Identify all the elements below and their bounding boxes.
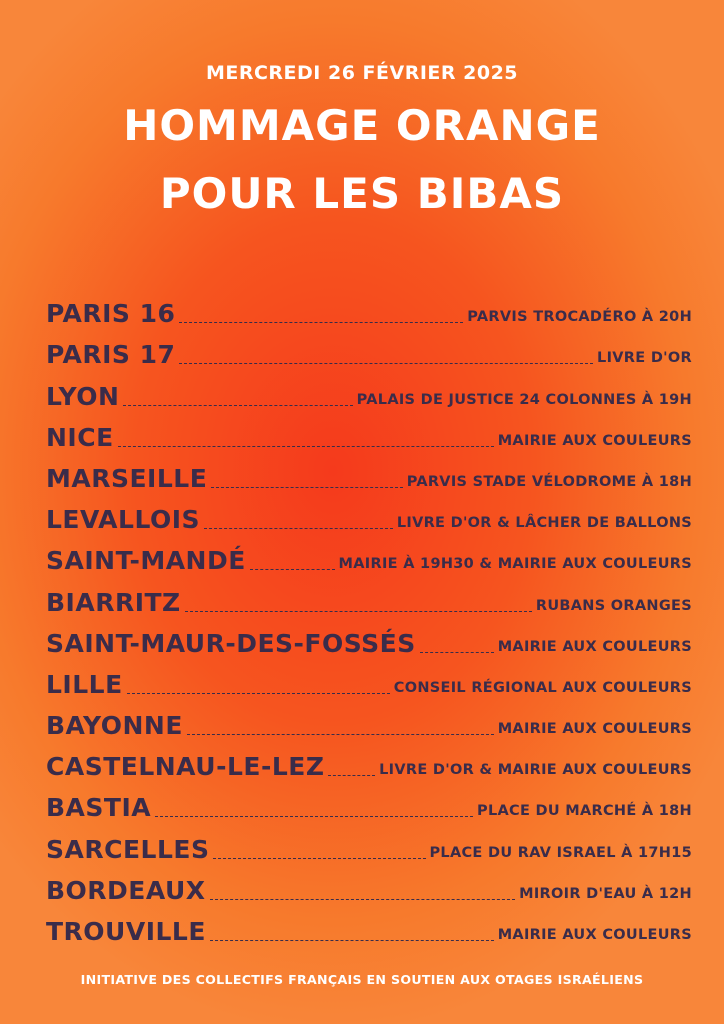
list-item xyxy=(46,865,692,906)
list-item xyxy=(46,370,692,411)
city-name: LEVALLOIS xyxy=(46,505,201,535)
dotted-leader xyxy=(204,528,393,529)
event-description: LIVRE D'OR & LÂCHER DE BALLONS xyxy=(396,515,692,532)
dotted-leader xyxy=(123,405,352,406)
event-description: PARVIS TROCADÉRO À 20H xyxy=(467,309,692,326)
event-description: PLACE DU RAV ISRAEL À 17H15 xyxy=(429,844,692,861)
city-name: LYON xyxy=(46,381,120,411)
event-description: MIROIR D'EAU À 12H xyxy=(519,885,692,902)
event-description: PARVIS STADE VÉLODROME À 18H xyxy=(406,473,692,490)
dotted-leader xyxy=(185,611,532,612)
dotted-leader xyxy=(118,446,494,447)
event-description: PLACE DU MARCHÉ À 18H xyxy=(477,803,692,820)
city-name: SARCELLES xyxy=(46,834,210,864)
event-description: MAIRIE AUX COULEURS xyxy=(497,721,692,738)
dotted-leader xyxy=(210,899,516,900)
list-item xyxy=(46,906,692,947)
list-item xyxy=(46,494,692,535)
event-description: LIVRE D'OR & MAIRIE AUX COULEURS xyxy=(379,762,692,779)
city-name: SAINT-MAUR-DES-FOSSÉS xyxy=(46,628,416,658)
dotted-leader xyxy=(187,734,494,735)
dotted-leader xyxy=(179,322,463,323)
list-item xyxy=(46,535,692,576)
dotted-leader xyxy=(155,816,473,817)
city-name: SAINT-MANDÉ xyxy=(46,546,246,576)
city-name: LILLE xyxy=(46,669,123,699)
city-name: PARIS 17 xyxy=(46,340,176,370)
event-description: RUBANS ORANGES xyxy=(535,597,692,614)
list-item xyxy=(46,823,692,864)
city-name: CASTELNAU-LE-LEZ xyxy=(46,752,325,782)
footer-text: INITIATIVE DES COLLECTIFS FRANÇAIS EN SOUTIEN AUX OTAGES ISRAÉLIENS xyxy=(80,972,644,987)
dotted-leader xyxy=(211,487,402,488)
city-name: MARSEILLE xyxy=(46,463,208,493)
event-description: CONSEIL RÉGIONAL AUX COULEURS xyxy=(393,679,692,696)
list-item xyxy=(46,576,692,617)
city-name: BAYONNE xyxy=(46,711,183,741)
city-name: TROUVILLE xyxy=(46,917,206,946)
city-name: BASTIA xyxy=(46,793,152,823)
list-item xyxy=(46,659,692,700)
event-list xyxy=(46,288,692,947)
event-description: LIVRE D'OR xyxy=(597,350,692,367)
dotted-leader xyxy=(179,363,593,364)
city-name: BIARRITZ xyxy=(46,587,181,617)
event-description: MAIRIE À 19H30 & MAIRIE AUX COULEURS xyxy=(338,556,692,573)
list-item xyxy=(46,288,692,329)
event-date: MERCREDI 26 FÉVRIER 2025 xyxy=(205,62,519,84)
dotted-leader xyxy=(250,569,335,570)
dotted-leader xyxy=(127,693,390,694)
dotted-leader xyxy=(420,652,494,653)
event-description: MAIRIE AUX COULEURS xyxy=(497,638,692,655)
city-name: NICE xyxy=(46,422,114,452)
list-item xyxy=(46,782,692,823)
title-line-1: HOMMAGE ORANGE xyxy=(123,101,601,150)
event-description: MAIRIE AUX COULEURS xyxy=(497,432,692,449)
list-item xyxy=(46,700,692,741)
list-item xyxy=(46,453,692,494)
dotted-leader xyxy=(210,940,494,941)
city-name: BORDEAUX xyxy=(46,875,206,905)
dotted-leader xyxy=(213,858,425,859)
city-name: PARIS 16 xyxy=(46,299,176,329)
event-description: MAIRIE AUX COULEURS xyxy=(497,927,692,943)
event-description: PALAIS DE JUSTICE 24 COLONNES À 19H xyxy=(356,391,692,408)
list-item xyxy=(46,741,692,782)
list-item xyxy=(46,329,692,370)
dotted-leader xyxy=(328,775,375,776)
list-item xyxy=(46,412,692,453)
title-line-2: POUR LES BIBAS xyxy=(159,169,565,218)
list-item xyxy=(46,618,692,659)
